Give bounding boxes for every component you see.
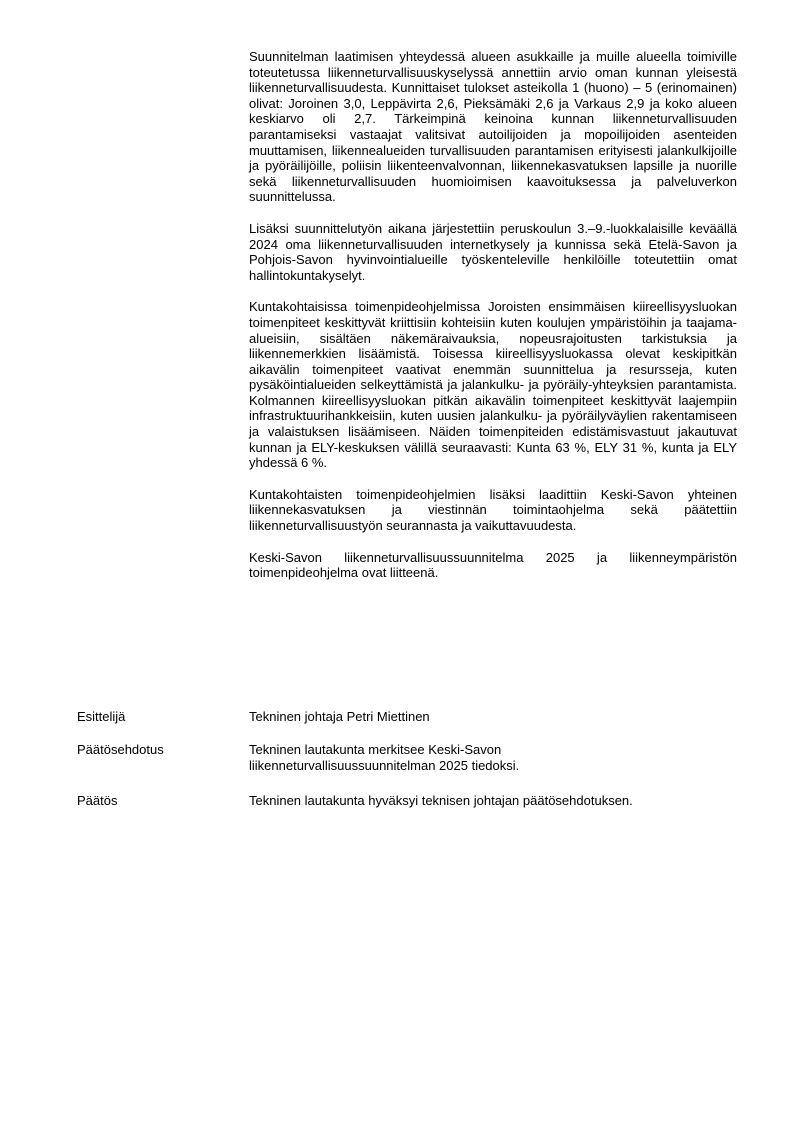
paragraph-additional-surveys: Lisäksi suunnittelutyön aikana järjestettiin peruskoulun 3.–9.-luokkalaisille keväällä 2024 oma liikenneturvallisuuden internetkysely ja kunnissa sekä Etelä-Savon ja Pohjois-Savon hyvinvointialueille työskenteleville henkilöille toteutettiin omat hallintokuntakyselyt. [249,220,737,283]
presenter-label: Esittelijä [77,709,126,724]
paragraph-education-programme: Kuntakohtaisten toimenpideohjelmien lisäksi laadittiin Keski-Savon yhteinen liikennekasvatuksen ja viestinnän toimintaohjelma sekä päätettiin liikenneturvallisuustyön seurannasta ja vaikuttavuudesta. [249,486,737,534]
decision-label: Päätös [77,793,118,808]
body-text [249,49,737,597]
presenter-value: Tekninen johtaja Petri Miettinen [249,709,430,724]
proposal-value: Tekninen lautakunta merkitsee Keski-Savon liikenneturvallisuussuunnitelman 2025 tiedoksi. [249,742,520,773]
paragraph-survey-results: Suunnitelman laatimisen yhteydessä alueen asukkaille ja muille alueella toimiville toteutetussa liikenneturvallisuuskyselyssä annettiin arvio oman kunnan yleisestä liikenneturvallisuudesta. Kunnittaiset tulokset asteikolla 1 (huono) – 5 (erinomainen) olivat: Joroinen 3,0, Leppävirta 2,6, Pieksämäki 2,6 ja Varkaus 2,9 ja koko alueen keskiarvo oli 2,7. Tärkeimpinä keinoina kunnan liikenneturvallisuuden parantamiseksi vastaajat valitsivat autoilijoiden ja mopoilijoiden asenteiden muuttamisen, liikennealueiden turvallisuuden parantamisen erityisesti jalankulkijoille ja pyöräilijöille, poliisin liikenteenvalvonnan, liikennekasvatuksen lapsille ja nuorille sekä liikenneturvallisuuden huomioimisen kaavoituksessa ja palveluverkon suunnittelussa. [249,49,737,205]
paragraph-action-programmes: Kuntakohtaisissa toimenpideohjelmissa Joroisten ensimmäisen kiireellisyysluokan toimenpiteet keskittyvät kriittisiin kohteisiin kuten koulujen ympäristöihin ja taajama-alueisiin, sisältäen näkemäraivauksia, nopeusrajoitusten tarkistuksia ja liikennemerkkien lisäämistä. Toisessa kiireellisyysluokassa olevat keskipitkän aikavälin toimenpiteet vaativat enemmän suunnittelua ja resursseja, kuten pysäköintialueiden selkeyttämistä ja jalankulku- ja pyöräily-yhteyksien parantamista. Kolmannen kiireellisyysluokan pitkän aikavälin toimenpiteet keskittyvät laajempiin infrastruktuurihankkeisiin, kuten uusien jalankulku- ja pyöräilyväylien rakentamiseen ja valaistuksen lisäämiseen. Näiden toimenpiteiden edistämisvastuut jakautuvat kunnan ja ELY-keskuksen välillä seuraavasti: Kunta 63 %, ELY 31 %, kunta ja ELY yhdessä 6 %. [249,299,737,471]
proposal-label: Päätösehdotus [77,742,164,757]
paragraph-attachments: Keski-Savon liikenneturvallisuussuunnitelma 2025 ja liikenneympäristön toimenpideohjelma ovat liitteenä. [249,549,737,581]
decision-value: Tekninen lautakunta hyväksyi teknisen johtajan päätösehdotuksen. [249,793,633,808]
